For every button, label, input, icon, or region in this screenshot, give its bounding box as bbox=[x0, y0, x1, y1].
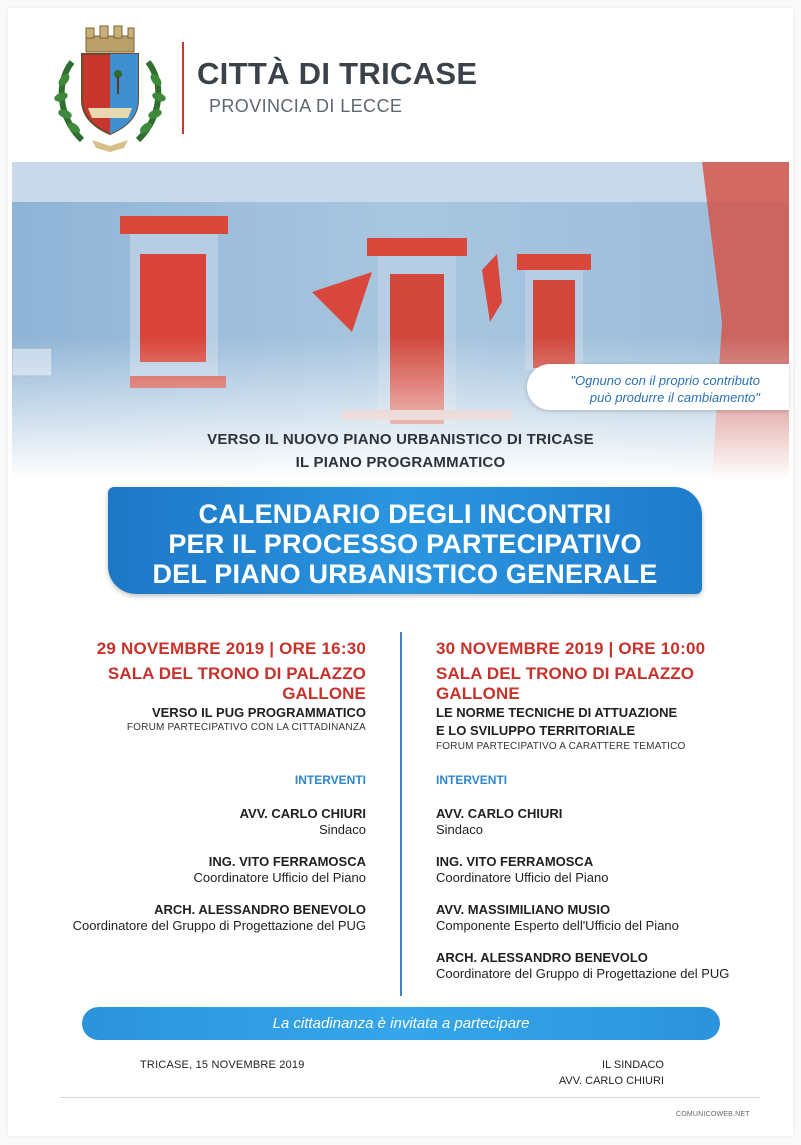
header-divider bbox=[182, 42, 184, 134]
quote-text bbox=[545, 372, 760, 406]
event-2-topic-line-2: E LO SVILUPPO TERRITORIALE bbox=[436, 723, 636, 738]
coat-of-arms-icon bbox=[52, 22, 168, 152]
event-2-venue: SALA DEL TRONO DI PALAZZO GALLONE bbox=[436, 664, 695, 703]
event-2-speaker-name: AVV. MASSIMILIANO MUSIO bbox=[436, 902, 611, 917]
footer-rule bbox=[60, 1097, 760, 1098]
event-1-speaker-role: Coordinatore del Gruppo di Progettazione del PUG bbox=[72, 918, 366, 933]
event-1-speaker-role: Sindaco bbox=[319, 822, 366, 837]
title-banner bbox=[108, 487, 702, 594]
event-2-date: 30 NOVEMBRE 2019 | ORE 10:00 bbox=[436, 639, 706, 658]
intro-line-2: IL PIANO PROGRAMMATICO bbox=[295, 454, 506, 471]
quote-line-2: può produrre il cambiamento" bbox=[589, 390, 760, 405]
event-1-date: 29 NOVEMBRE 2019 | ORE 16:30 bbox=[96, 639, 366, 658]
event-2-speaker-name: ING. VITO FERRAMOSCA bbox=[436, 854, 594, 869]
invite-text: La cittadinanza è invitata a partecipare bbox=[272, 1015, 530, 1032]
column-divider bbox=[400, 632, 402, 996]
signature-name: AVV. CARLO CHIURI bbox=[558, 1075, 664, 1087]
event-2-speakers-label: INTERVENTI bbox=[436, 773, 508, 787]
event-2-speaker-role: Coordinatore del Gruppo di Progettazione del PUG bbox=[436, 966, 730, 981]
banner-line-2: PER IL PROCESSO PARTECIPATIVO bbox=[168, 529, 642, 559]
signature-title: IL SINDACO bbox=[602, 1059, 664, 1071]
event-2-speaker-name: AVV. CARLO CHIURI bbox=[436, 806, 563, 821]
event-2-subtitle: FORUM PARTECIPATIVO A CARATTERE TEMATICO bbox=[436, 741, 686, 752]
event-1-venue: SALA DEL TRONO DI PALAZZO GALLONE bbox=[107, 664, 366, 703]
banner-line-1: CALENDARIO DEGLI INCONTRI bbox=[198, 499, 612, 529]
event-2-speaker-role: Coordinatore Ufficio del Piano bbox=[436, 870, 609, 885]
event-2-speaker-role: Componente Esperto dell'Ufficio del Piano bbox=[436, 918, 679, 933]
event-1-subtitle: FORUM PARTECIPATIVO CON LA CITTADINANZA bbox=[126, 722, 366, 733]
event-2-speaker-role: Sindaco bbox=[436, 822, 483, 837]
event-1-topic: VERSO IL PUG PROGRAMMATICO bbox=[151, 705, 366, 720]
invite-banner bbox=[82, 1007, 720, 1040]
event-1-speaker-name: ARCH. ALESSANDRO BENEVOLO bbox=[154, 902, 366, 917]
city-title: CITTÀ DI TRICASE bbox=[197, 56, 478, 91]
intro-line-1: VERSO IL NUOVO PIANO URBANISTICO DI TRICASE bbox=[207, 431, 594, 448]
event-2-topic-line-1: LE NORME TECNICHE DI ATTUAZIONE bbox=[436, 705, 678, 720]
event-1-speaker-name: AVV. CARLO CHIURI bbox=[239, 806, 366, 821]
credit-text: COMUNICOWEB.NET bbox=[676, 1111, 750, 1118]
event-1-speaker-role: Coordinatore Ufficio del Piano bbox=[193, 870, 366, 885]
quote-line-1: "Ognuno con il proprio contributo bbox=[570, 373, 760, 388]
place-date: TRICASE, 15 NOVEMBRE 2019 bbox=[140, 1059, 305, 1071]
banner-line-3: DEL PIANO URBANISTICO GENERALE bbox=[152, 559, 658, 589]
province-subtitle: PROVINCIA DI LECCE bbox=[209, 96, 403, 116]
event-1-speakers-label: INTERVENTI bbox=[294, 773, 366, 787]
event-2-speaker-name: ARCH. ALESSANDRO BENEVOLO bbox=[436, 950, 648, 965]
event-1-speaker-name: ING. VITO FERRAMOSCA bbox=[208, 854, 366, 869]
